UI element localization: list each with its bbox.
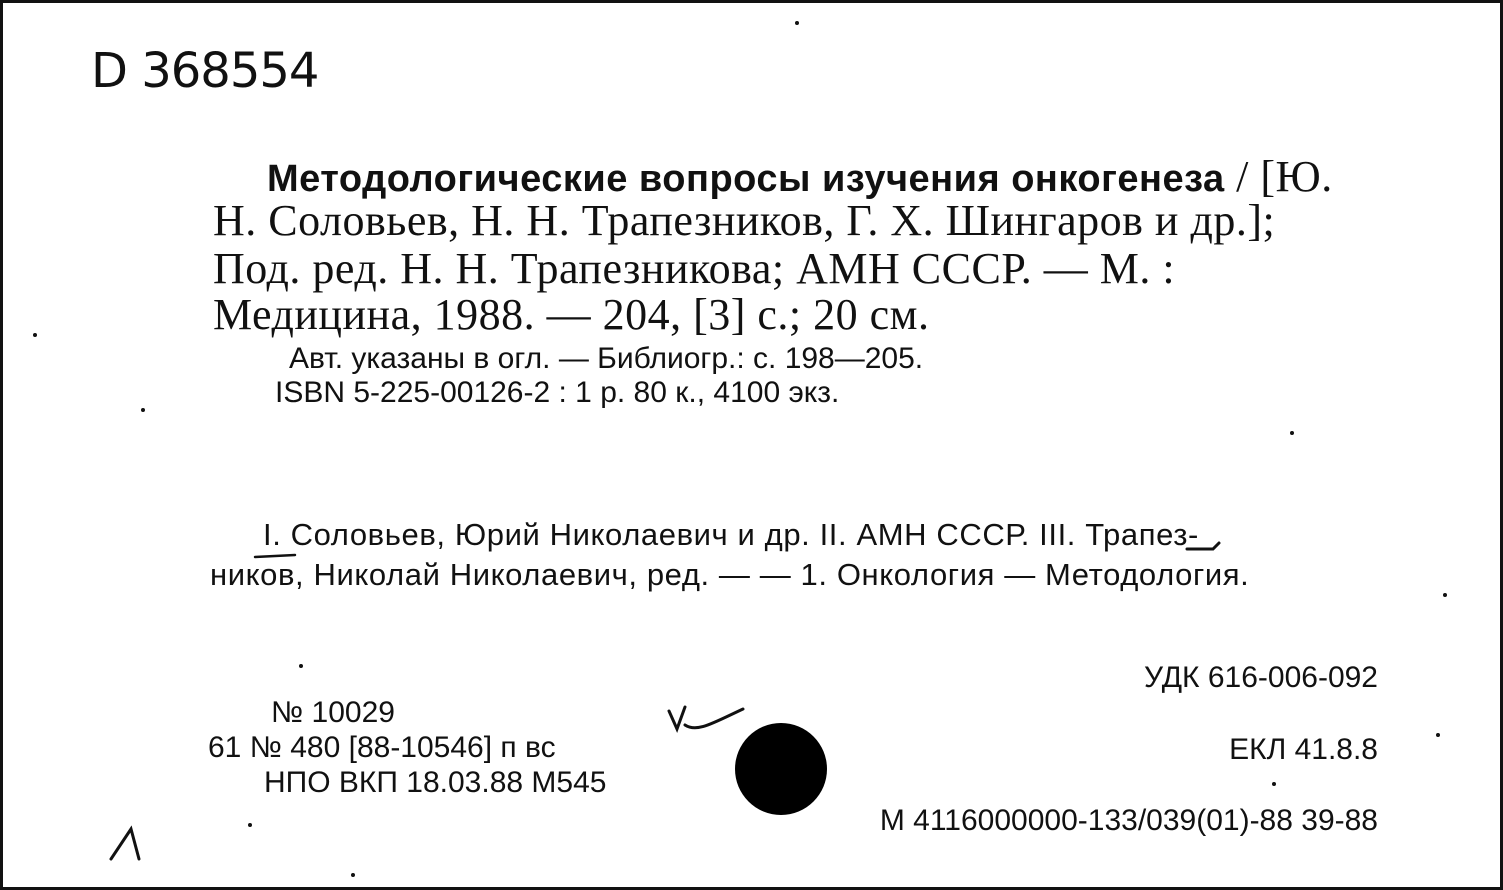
speck (1436, 733, 1440, 737)
card-id: D 368554 (91, 43, 319, 99)
note-line-1: Авт. указаны в огл. — Библиогр.: с. 198—205. (289, 342, 924, 375)
handwritten-mark (103, 815, 153, 865)
speck (795, 21, 799, 25)
speck (351, 873, 355, 877)
m-index-code: М 4116000000-133/039(01)-88 39-88 (879, 804, 1378, 837)
description-line-3: Под. ред. Н. Н. Трапезникова; АМН СССР. — М. : (213, 244, 1176, 293)
speck (248, 823, 252, 827)
handwritten-check-mark (663, 693, 753, 743)
speck (299, 664, 303, 668)
ekl-code: ЕКЛ 41.8.8 (1229, 733, 1378, 766)
description-line-1 (213, 152, 1333, 201)
card-number: № 10029 (271, 696, 395, 729)
speck (141, 408, 145, 412)
description-line-4: Медицина, 1988. — 204, [3] с.; 20 см. (213, 290, 930, 339)
speck (1272, 782, 1276, 786)
speck (33, 333, 37, 337)
handwritten-overline (251, 551, 301, 561)
npo-stamp: НПО ВКП 18.03.88 М545 (264, 766, 607, 799)
tracing-line-2: ников, Николай Николаевич, ред. — — 1. Онкология — Методология. (210, 557, 1250, 592)
speck (1290, 431, 1294, 435)
book-title: Методологические вопросы изучения онкогенеза (267, 158, 1225, 200)
speck (1443, 593, 1447, 597)
description-line-2: Н. Соловьев, Н. Н. Трапезников, Г. Х. Шингаров и др.]; (213, 196, 1276, 245)
tracing-line-1: I. Соловьев, Юрий Николаевич и др. II. АМН СССР. III. Трапез- (263, 517, 1199, 552)
udk-code: УДК 616-006-092 (1144, 661, 1378, 694)
order-number: 61 № 480 [88-10546] п вс (208, 731, 556, 764)
description-line-1-tail: / [Ю. (1236, 152, 1333, 201)
handwritten-underline (1183, 539, 1223, 555)
note-line-2: ISBN 5-225-00126-2 : 1 р. 80 к., 4100 экз. (275, 376, 840, 409)
